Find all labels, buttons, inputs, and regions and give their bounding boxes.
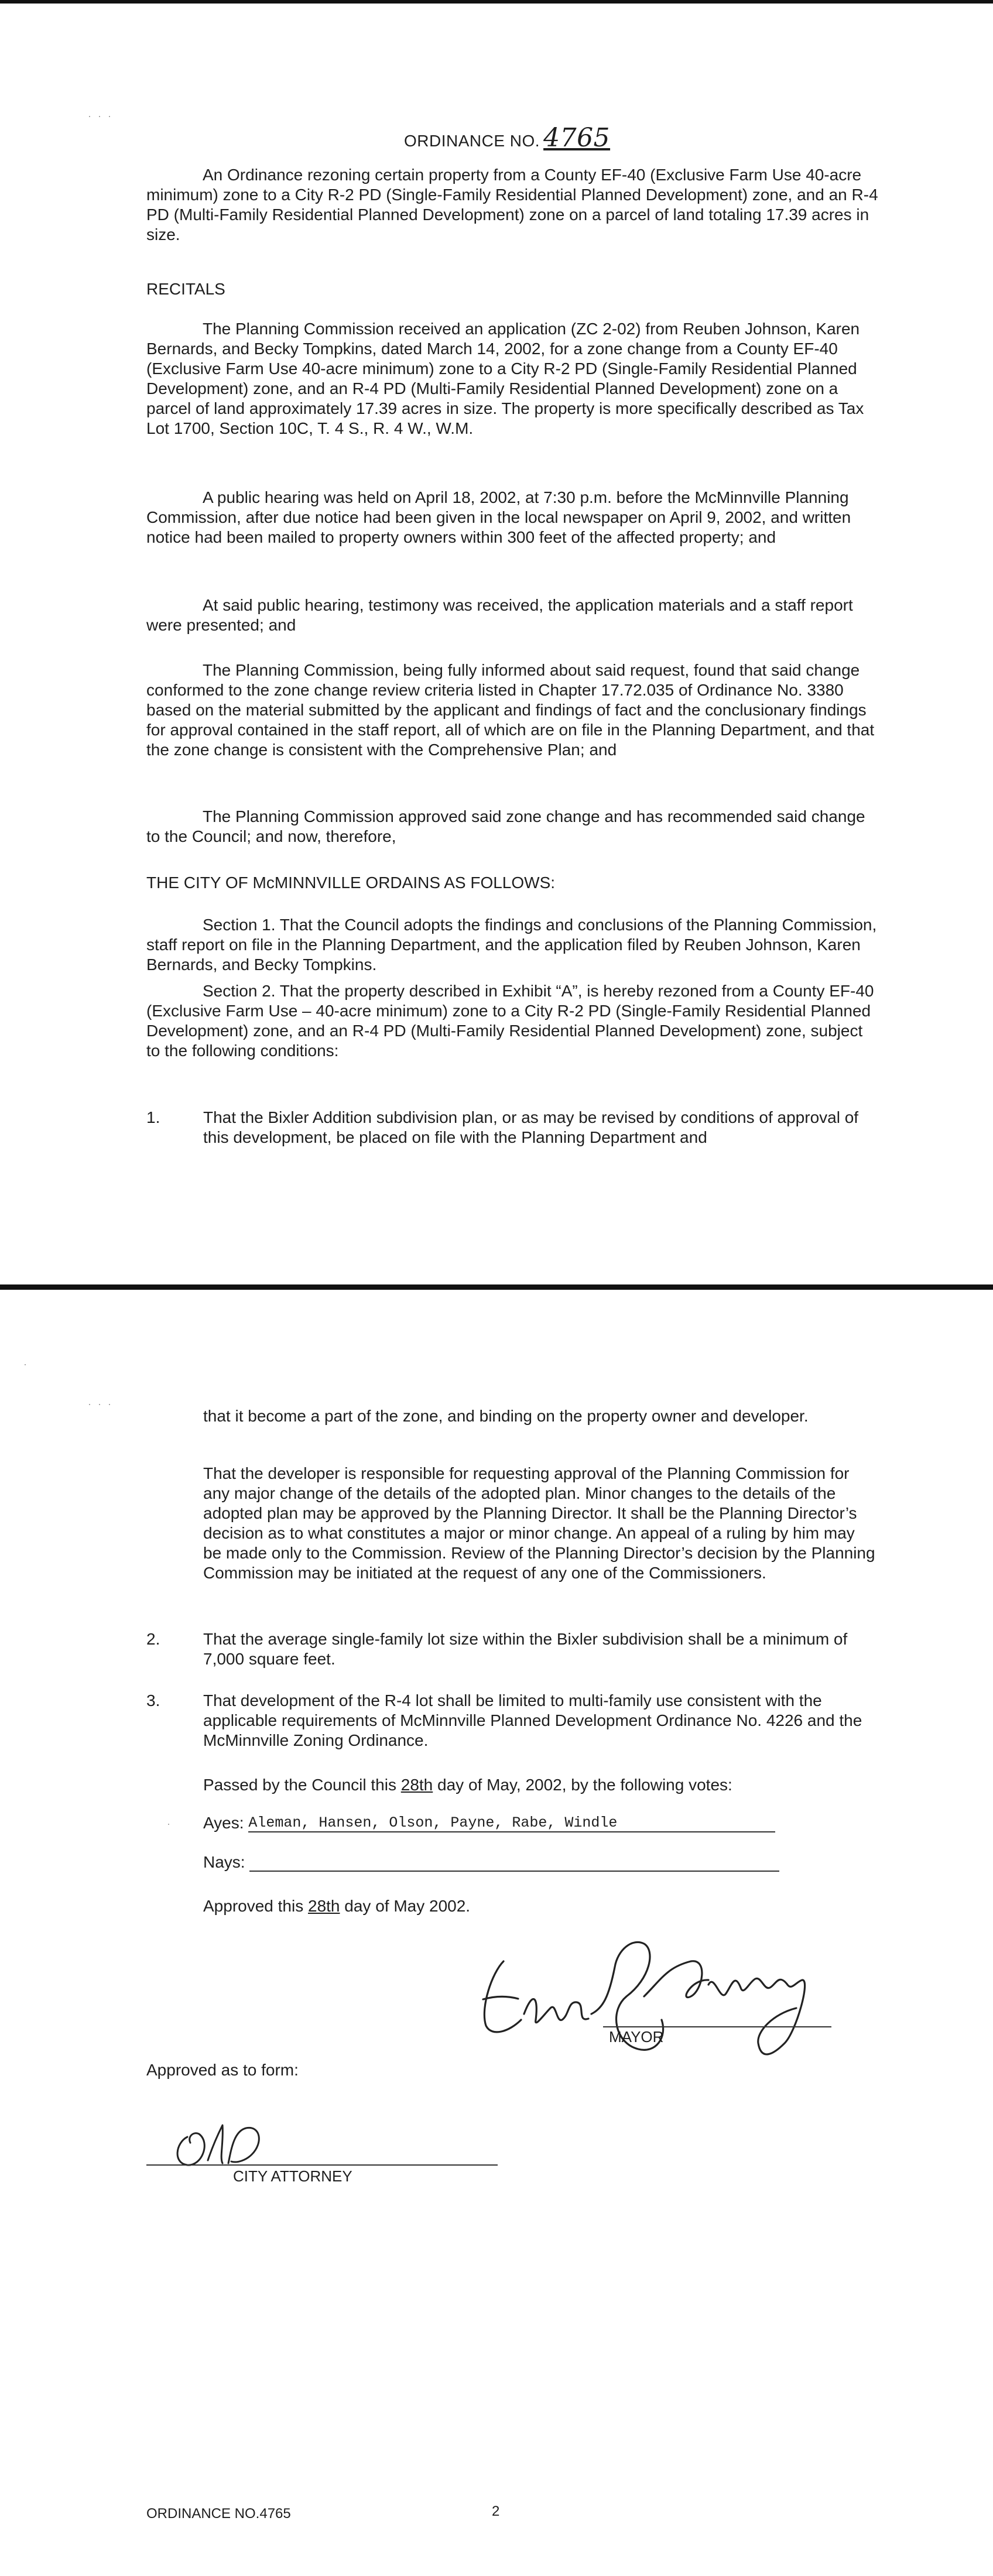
intro-paragraph <box>146 165 878 245</box>
page-number: 2 <box>492 2503 500 2519</box>
city-attorney-line <box>146 2164 498 2166</box>
passed-statement <box>203 1776 732 1794</box>
nays-row <box>203 1853 779 1872</box>
passed-prefix: Passed by the Council this <box>203 1776 396 1794</box>
recitals-heading: RECITALS <box>146 280 225 298</box>
condition-1-number: 1. <box>146 1108 160 1126</box>
recital-1 <box>146 319 878 439</box>
footer-number: 4765 <box>259 2506 291 2522</box>
intro-text: An Ordinance rezoning certain property from a County EF-40 (Exclusive Farm Use 40-acre minimum) zone to a City R-2 PD (Single-Family Residential Planned Development) zone, and an R-4 PD (Multi-Family Residential Planned Development) zone on a parcel of land totaling 17.39 acres in size. <box>146 166 878 244</box>
recital-5-text: The Planning Commission approved said zone change and has recommended said change to the Council; and now, therefore, <box>146 807 865 845</box>
section-1 <box>146 915 878 975</box>
condition-3-number: 3. <box>146 1691 160 1710</box>
mayor-label: MAYOR <box>609 2028 664 2046</box>
scan-speckle: · <box>167 1818 172 1830</box>
recital-2-text: A public hearing was held on April 18, 2002, at 7:30 p.m. before the McMinnville Planning Commission, after due notice had been given in the local newspaper on April 9, 2002, and written notice had been mailed to property owners within 300 feet of the affected property; and <box>146 488 851 546</box>
city-attorney-label: CITY ATTORNEY <box>233 2167 352 2185</box>
ayes-line <box>248 1814 775 1832</box>
section-2-text: Section 2. That the property described in Exhibit “A”, is hereby rezoned from a County EF-40 (Exclusive Farm Use – 40-acre minimum) zone to a City R-2 PD (Single-Family Residential Planned Development) zone, and an R-4 PD (Multi-Family Residential Planned Development) zone, subject to the following conditions: <box>146 982 874 1060</box>
recital-1-text: The Planning Commission received an application (ZC 2-02) from Reuben Johnson, Karen Bernards, and Becky Tompkins, dated March 14, 2002, for a zone change from a County EF-40 (Exclusive Farm Use 40-acre minimum) zone to a City R-2 PD (Single-Family Residential Planned Development) zone, and an R-4 PD (Multi-Family Residential Planned Development) zone on a parcel of land approximately 17.39 acres in size. The property is more specifically described as Tax Lot 1700, Section 10C, T. 4 S., R. 4 W., W.M. <box>146 320 864 437</box>
condition-2-number: 2. <box>146 1630 160 1648</box>
approved-suffix: day of May 2002. <box>344 1897 471 1915</box>
section-1-text: Section 1. That the Council adopts the findings and conclusions of the Planning Commission, staff report on file in the Planning Department, and the application filed by Reuben Johnson, Karen Bernards, and Becky Tompkins. <box>146 916 877 974</box>
recital-3 <box>146 595 878 635</box>
condition-3-text: That development of the R-4 lot shall be limited to multi-family use consistent with the applicable requirements of McMinnville Planned Development Ordinance No. 4226 and the McMinnville Zoning Ordinance. <box>203 1691 862 1749</box>
page-divider <box>0 1286 993 1290</box>
condition-1 <box>146 1108 881 1147</box>
approved-day: 28th <box>308 1897 340 1915</box>
condition-3 <box>146 1691 881 1751</box>
nays-line <box>249 1853 779 1872</box>
ordains-heading: THE CITY OF McMINNVILLE ORDAINS AS FOLLOWS: <box>146 873 556 892</box>
scan-speckle: · · · <box>88 1398 113 1410</box>
footer-label: ORDINANCE NO. <box>146 2506 260 2522</box>
scan-speckle: · <box>23 1358 29 1370</box>
ordinance-title-prefix: ORDINANCE NO. <box>404 132 540 150</box>
passed-day: 28th <box>400 1776 433 1794</box>
approved-statement <box>203 1897 470 1916</box>
approved-prefix: Approved this <box>203 1897 304 1915</box>
ordinance-number-handwritten: 4765 <box>543 123 611 153</box>
page-2 <box>0 1288 993 2576</box>
condition-2 <box>146 1629 881 1669</box>
recital-4 <box>146 660 878 760</box>
ayes-names: Aleman, Hansen, Olson, Payne, Rabe, Windle <box>248 1814 618 1831</box>
condition-1-paragraph-2: That the developer is responsible for requesting approval of the Planning Commission for any major change of the details of the adopted plan. Minor changes to the details of the adopted plan may be approved by the Planning Director. It shall be the Planning Director’s decision as to what constitutes a major or minor change. An appeal of a ruling by him may be made only to the Commission. Review of the Planning Director’s decision by the Planning Commission may be initiated at the request of any one of the Commissioners. <box>203 1464 875 1582</box>
recital-5 <box>146 807 878 847</box>
scan-edge-top <box>0 0 993 4</box>
passed-suffix: day of May, 2002, by the following votes: <box>437 1776 732 1794</box>
page-footer <box>146 2506 291 2522</box>
ordinance-title <box>404 123 610 153</box>
recital-4-text: The Planning Commission, being fully informed about said request, found that said change conformed to the zone change review criteria listed in Chapter 17.72.035 of Ordinance No. 3380 based on the material submitted by the applicant and findings of fact and the conclusionary findings for approval contained in the staff report, all of which are on file in the Planning Department, and that the zone change is consistent with the Comprehensive Plan; and <box>146 661 875 759</box>
condition-2-text: That the average single-family lot size within the Bixler subdivision shall be a minimum of 7,000 square feet. <box>203 1630 848 1668</box>
scan-speckle: · · · <box>88 110 113 122</box>
nays-label: Nays: <box>203 1853 245 1871</box>
approved-as-to-form: Approved as to form: <box>146 2061 299 2079</box>
condition-1-text: That the Bixler Addition subdivision plan, or as may be revised by conditions of approval of this development, be placed on file with the Planning Department and <box>203 1108 859 1146</box>
recital-3-text: At said public hearing, testimony was received, the application materials and a staff report were presented; and <box>146 596 853 634</box>
ayes-label: Ayes: <box>203 1814 244 1832</box>
condition-1-continued: that it become a part of the zone, and binding on the property owner and developer. <box>203 1407 809 1425</box>
ayes-row <box>203 1814 775 1832</box>
section-2 <box>146 981 878 1061</box>
recital-2 <box>146 488 878 547</box>
